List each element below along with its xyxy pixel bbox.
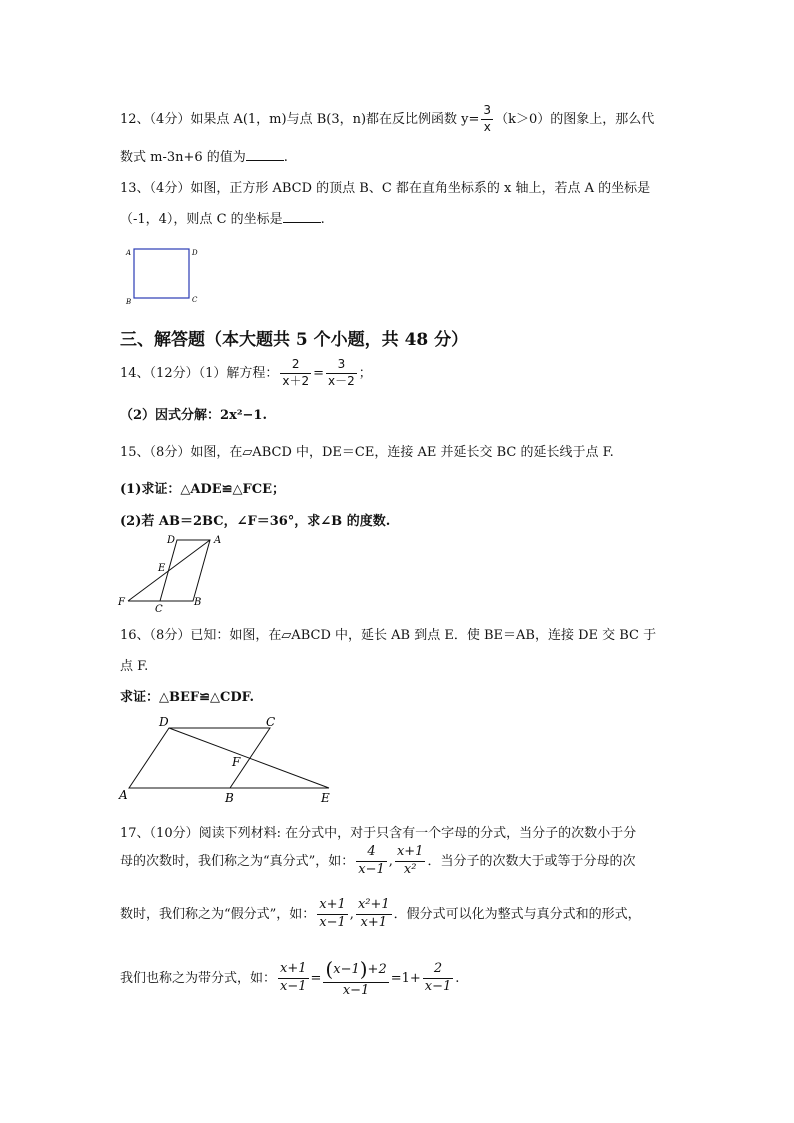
q14-end: ； (358, 365, 372, 381)
q14-frac2-den: x－2 (328, 373, 355, 388)
q12-line2-text: 数式 m-3n+6 的值为 (120, 150, 246, 165)
q15-part2: (2)若 AB＝2BC，∠F＝36°，求∠B 的度数. (120, 514, 391, 529)
q14-line1 (120, 358, 372, 389)
label-B: B (194, 597, 202, 608)
q16-line1: 16、（8分）已知：如图，在▱ABCD 中，延长 AB 到点 E．使 BE＝AB，连接 DE 交 BC 于 (120, 628, 657, 643)
q17-ex3-den: x−1 (319, 914, 346, 930)
q17-line4-a: 我们也称之为带分式，如： (120, 970, 277, 986)
line-de (169, 728, 329, 788)
q12-answer-blank[interactable] (246, 148, 284, 161)
q12-fraction (481, 104, 493, 135)
q17-line2 (120, 845, 635, 878)
square-abcd (134, 249, 189, 298)
q17-line3-b: ．假分式可以化为整式与真分式和的形式， (393, 906, 641, 922)
label-B: B (126, 298, 132, 306)
q12-frac-num: 3 (481, 104, 493, 120)
label-C: C (192, 296, 198, 304)
q13-answer-blank[interactable] (283, 210, 321, 223)
q14-part2: （2）因式分解：2x²−1. (120, 408, 267, 423)
q13-square-figure (122, 243, 204, 307)
q13-line2 (120, 208, 325, 227)
q17-equals: = (310, 970, 322, 986)
q15-part1: (1)求证：△ADE≌△FCE； (120, 482, 285, 497)
q12-line2 (120, 146, 288, 165)
q17-f2-inner: x−1 (333, 962, 360, 977)
q17-end: . (455, 970, 460, 986)
label-A: A (119, 788, 128, 802)
q17-f3-den: x−1 (424, 978, 452, 994)
q14-frac1-den: x＋2 (282, 373, 310, 388)
label-C: C (266, 715, 276, 729)
q15-parallelogram-figure (115, 530, 235, 615)
q17-ex1 (356, 845, 387, 878)
q14-frac2 (326, 358, 357, 389)
q17-f2-den: x−1 (342, 983, 370, 998)
q17-ex4 (356, 898, 392, 931)
q17-line3-a: 数时，我们称之为“假分式”，如： (120, 906, 316, 922)
q12-suffix: （k＞0）的图象上，那么代 (495, 111, 655, 127)
q14-frac2-num: 3 (326, 358, 357, 374)
q17-ex2-num: x+1 (395, 845, 426, 862)
q14-equals: = (313, 365, 325, 381)
label-F: F (118, 597, 125, 608)
q17-line3 (120, 898, 641, 931)
q17-comma-2: , (349, 906, 354, 922)
q14-prefix: 14、（12分）（1）解方程： (120, 365, 279, 381)
q12-line2-end: . (283, 150, 288, 165)
q17-comma-1: , (388, 853, 393, 869)
label-D: D (167, 535, 176, 546)
q15-line1: 15、（8分）如图，在▱ABCD 中，DE＝CE，连接 AE 并延长交 BC 的延长线于点 F. (120, 445, 614, 460)
q17-ex1-den: x−1 (358, 861, 385, 877)
q17-line4 (120, 958, 459, 999)
label-C: C (155, 604, 163, 615)
q17-ex1-num: 4 (356, 845, 387, 862)
label-A: A (214, 535, 222, 546)
label-A: A (126, 249, 132, 257)
label-B: B (225, 791, 234, 805)
q17-ex4-num: x²+1 (356, 898, 392, 915)
parallelogram-abcd (160, 540, 210, 601)
q17-f1 (278, 962, 309, 995)
q17-ex3-num: x+1 (317, 898, 348, 915)
q17-f1-num: x+1 (278, 962, 309, 979)
q14-frac1-num: 2 (280, 358, 311, 374)
section-3-title: 三、解答题（本大题共 5 个小题，共 48 分） (120, 330, 469, 350)
q14-frac1 (280, 358, 311, 389)
q17-ex2 (395, 845, 426, 878)
label-E: E (321, 791, 330, 805)
q17-line1: 17、（10分）阅读下列材料: 在分式中，对于只含有一个字母的分式，当分子的次数小于分 (120, 826, 637, 841)
q17-f2-tail: +2 (367, 962, 387, 977)
q16-line2: 点 F. (120, 659, 149, 674)
label-D: D (192, 249, 198, 257)
q17-f1-den: x−1 (280, 978, 307, 994)
line-af (128, 540, 210, 601)
q12-prefix: 12、（4分）如果点 A(1，m)与点 B(3，n)都在反比例函数 y= (120, 111, 480, 127)
q16-parallelogram-figure (115, 712, 340, 807)
q17-ex2-den: x² (403, 861, 417, 877)
q17-line2-b: ．当分子的次数大于或等于分母的次 (427, 853, 636, 869)
q17-f2-num (323, 958, 388, 983)
q13-line1: 13、（4分）如图，正方形 ABCD 的顶点 B、C 都在直角坐标系的 x 轴上，若点 A 的坐标是 (120, 181, 651, 196)
q17-f3 (423, 962, 454, 995)
q17-line2-a: 母的次数时，我们称之为“真分式”，如： (120, 853, 355, 869)
q17-ex3 (317, 898, 348, 931)
q17-ex4-den: x+1 (360, 914, 388, 930)
q17-one-plus: =1+ (390, 970, 421, 986)
q13-line2-end: . (320, 212, 325, 227)
q17-f2-open-paren: ( (325, 957, 334, 981)
q13-line2-text: （-1，4），则点 C 的坐标是 (120, 212, 283, 227)
q16-line3: 求证：△BEF≌△CDF. (120, 690, 255, 705)
q12-line1 (120, 104, 654, 135)
label-E: E (158, 563, 166, 574)
q12-frac-den: x (483, 119, 491, 134)
q17-f2-close-paren: ) (359, 957, 368, 981)
q17-f3-num: 2 (423, 962, 454, 979)
label-D: D (159, 715, 169, 729)
q17-f2 (323, 958, 388, 999)
label-F: F (232, 755, 241, 769)
